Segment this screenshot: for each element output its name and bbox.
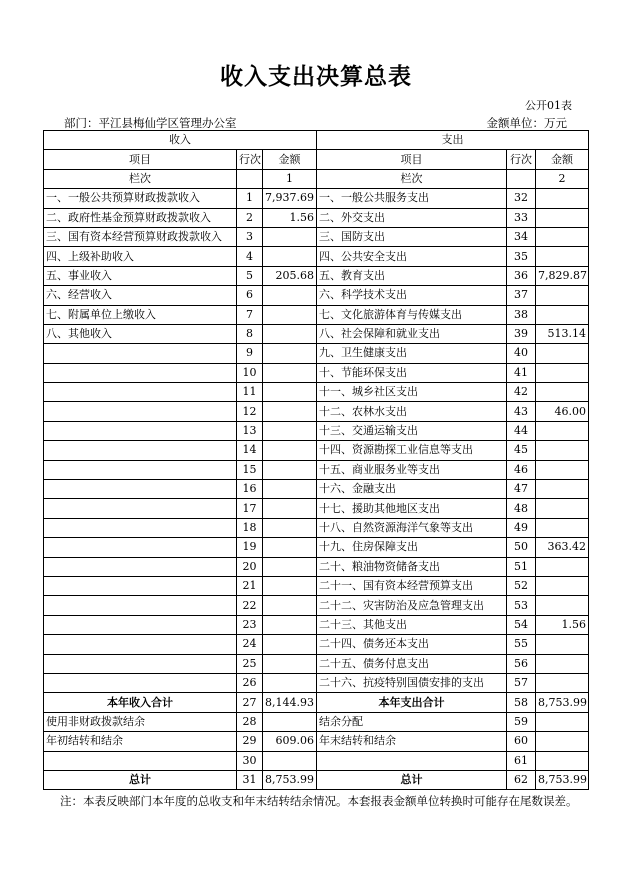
income-line-cell: 25	[237, 654, 263, 673]
income-item-cell: 七、附属单位上缴收入	[44, 305, 237, 324]
income-item-cell	[44, 383, 237, 402]
income-amount-cell	[263, 383, 317, 402]
income-line-cell: 27	[237, 693, 263, 712]
income-amount-cell	[263, 480, 317, 499]
expense-item-cell: 十二、农林水支出	[317, 402, 507, 421]
expense-line-cell: 46	[507, 460, 536, 479]
income-line-cell: 11	[237, 383, 263, 402]
income-item-header: 项目	[44, 150, 237, 169]
income-line-cell: 21	[237, 576, 263, 595]
income-line-cell: 9	[237, 344, 263, 363]
income-line-cell: 30	[237, 751, 263, 770]
expense-amount-cell	[536, 751, 589, 770]
income-amount-cell	[263, 518, 317, 537]
table-row	[44, 460, 589, 479]
income-item-cell	[44, 363, 237, 382]
income-line-cell: 5	[237, 266, 263, 285]
expense-item-cell: 十九、住房保障支出	[317, 538, 507, 557]
expense-line-cell: 58	[507, 693, 536, 712]
income-amount-cell	[263, 305, 317, 324]
table-row	[44, 712, 589, 731]
expense-line-cell: 43	[507, 402, 536, 421]
expense-line-cell: 62	[507, 770, 536, 789]
income-line-cell: 28	[237, 712, 263, 731]
table-row	[44, 654, 589, 673]
income-line-cell: 29	[237, 732, 263, 751]
expense-line-cell: 40	[507, 344, 536, 363]
income-line-cell: 15	[237, 460, 263, 479]
expense-amount-cell	[536, 576, 589, 595]
expense-item-cell: 十八、自然资源海洋气象等支出	[317, 518, 507, 537]
form-code: 公开01表	[525, 99, 572, 112]
expense-item-cell: 一、一般公共服务支出	[317, 189, 507, 208]
income-line-cell: 12	[237, 402, 263, 421]
expense-item-cell: 十四、资源勘探工业信息等支出	[317, 441, 507, 460]
income-item-cell: 五、事业收入	[44, 266, 237, 285]
table-row	[44, 208, 589, 227]
income-item-cell	[44, 654, 237, 673]
income-line-header: 行次	[237, 150, 263, 169]
income-item-cell	[44, 499, 237, 518]
income-line-cell: 2	[237, 208, 263, 227]
expense-line-header: 行次	[507, 150, 536, 169]
expense-line-cell: 54	[507, 615, 536, 634]
income-line-cell: 22	[237, 596, 263, 615]
expense-item-cell: 年末结转和结余	[317, 732, 507, 751]
amount-unit-label: 金额单位：万元	[486, 116, 567, 130]
expense-item-cell: 四、公共安全支出	[317, 247, 507, 266]
table-row	[44, 518, 589, 537]
expense-col-label: 栏次	[317, 169, 507, 188]
expense-line-cell: 61	[507, 751, 536, 770]
expense-amount-header: 金额	[536, 150, 589, 169]
income-item-cell: 本年收入合计	[44, 693, 237, 712]
income-item-cell: 三、国有资本经营预算财政拨款收入	[44, 227, 237, 246]
income-line-cell: 20	[237, 557, 263, 576]
expense-amount-cell	[536, 344, 589, 363]
expense-line-cell: 49	[507, 518, 536, 537]
income-line-cell: 23	[237, 615, 263, 634]
table-row	[44, 499, 589, 518]
income-line-cell: 6	[237, 286, 263, 305]
income-item-cell	[44, 596, 237, 615]
income-line-cell: 14	[237, 441, 263, 460]
expense-amount-cell	[536, 227, 589, 246]
expense-amount-cell	[536, 441, 589, 460]
income-line-index	[237, 169, 263, 188]
income-amount-cell	[263, 576, 317, 595]
expense-item-cell: 二十一、国有资本经营预算支出	[317, 576, 507, 595]
income-amount-cell	[263, 557, 317, 576]
expense-item-cell: 二十三、其他支出	[317, 615, 507, 634]
expense-item-cell: 十三、交通运输支出	[317, 421, 507, 440]
income-amount-cell	[263, 441, 317, 460]
expense-line-cell: 47	[507, 480, 536, 499]
income-amount-cell: 609.06	[263, 732, 317, 751]
expense-item-cell: 八、社会保障和就业支出	[317, 324, 507, 343]
expense-item-cell: 七、文化旅游体育与传媒支出	[317, 305, 507, 324]
table-row	[44, 247, 589, 266]
expense-item-cell: 十一、城乡社区支出	[317, 383, 507, 402]
income-item-cell: 一、一般公共预算财政拨款收入	[44, 189, 237, 208]
expense-line-cell: 32	[507, 189, 536, 208]
expense-amount-cell	[536, 635, 589, 654]
expense-line-cell: 55	[507, 635, 536, 654]
income-line-cell: 8	[237, 324, 263, 343]
income-line-cell: 31	[237, 770, 263, 789]
expense-line-cell: 39	[507, 324, 536, 343]
table-row	[44, 383, 589, 402]
expense-item-cell: 十七、援助其他地区支出	[317, 499, 507, 518]
income-amount-cell	[263, 615, 317, 634]
table-row	[44, 266, 589, 285]
income-amount-cell	[263, 751, 317, 770]
table-row	[44, 286, 589, 305]
table-row	[44, 344, 589, 363]
income-amount-cell	[263, 460, 317, 479]
income-amount-cell: 1.56	[263, 208, 317, 227]
expense-item-cell: 五、教育支出	[317, 266, 507, 285]
table-row	[44, 189, 589, 208]
table-row	[44, 596, 589, 615]
expense-amount-cell	[536, 596, 589, 615]
income-item-cell	[44, 615, 237, 634]
expense-line-cell: 52	[507, 576, 536, 595]
expense-line-cell: 34	[507, 227, 536, 246]
column-index-row	[44, 169, 589, 188]
income-line-cell: 19	[237, 538, 263, 557]
expense-amount-cell	[536, 499, 589, 518]
table-row	[44, 305, 589, 324]
table-row	[44, 615, 589, 634]
expense-line-cell: 56	[507, 654, 536, 673]
department-label: 部门：平江县梅仙学区管理办公室	[64, 116, 237, 130]
income-line-cell: 1	[237, 189, 263, 208]
income-item-cell	[44, 441, 237, 460]
expense-line-cell: 51	[507, 557, 536, 576]
expense-line-index	[507, 169, 536, 188]
expense-item-cell: 本年支出合计	[317, 693, 507, 712]
expense-amount-cell: 1.56	[536, 615, 589, 634]
expense-line-cell: 45	[507, 441, 536, 460]
expense-amount-cell	[536, 363, 589, 382]
expense-col-index: 2	[536, 169, 589, 188]
table-row	[44, 480, 589, 499]
expense-item-cell: 九、卫生健康支出	[317, 344, 507, 363]
expense-amount-cell	[536, 654, 589, 673]
income-amount-cell	[263, 286, 317, 305]
income-amount-cell: 205.68	[263, 266, 317, 285]
income-col-label: 栏次	[44, 169, 237, 188]
expense-item-cell: 六、科学技术支出	[317, 286, 507, 305]
income-amount-cell	[263, 227, 317, 246]
income-amount-cell	[263, 635, 317, 654]
table-row	[44, 576, 589, 595]
income-line-cell: 26	[237, 673, 263, 692]
expense-amount-cell	[536, 189, 589, 208]
expense-item-cell: 三、国防支出	[317, 227, 507, 246]
income-item-cell	[44, 751, 237, 770]
expense-item-cell: 十、节能环保支出	[317, 363, 507, 382]
column-header-row	[44, 150, 589, 169]
expense-amount-cell	[536, 305, 589, 324]
expense-amount-cell: 513.14	[536, 324, 589, 343]
income-amount-header: 金额	[263, 150, 317, 169]
table-row	[44, 363, 589, 382]
table-row	[44, 538, 589, 557]
income-line-cell: 7	[237, 305, 263, 324]
income-line-cell: 18	[237, 518, 263, 537]
income-amount-cell	[263, 421, 317, 440]
table-row	[44, 732, 589, 751]
expense-amount-cell	[536, 673, 589, 692]
expense-amount-cell	[536, 247, 589, 266]
table-row	[44, 557, 589, 576]
income-line-cell: 13	[237, 421, 263, 440]
expense-line-cell: 35	[507, 247, 536, 266]
income-amount-cell	[263, 538, 317, 557]
income-amount-cell	[263, 712, 317, 731]
expense-line-cell: 37	[507, 286, 536, 305]
income-item-cell: 总计	[44, 770, 237, 789]
income-line-cell: 10	[237, 363, 263, 382]
income-item-cell	[44, 421, 237, 440]
income-section-header: 收入	[44, 131, 317, 150]
income-amount-cell	[263, 673, 317, 692]
expense-amount-cell	[536, 286, 589, 305]
table-row	[44, 402, 589, 421]
expense-item-cell: 结余分配	[317, 712, 507, 731]
expense-item-cell: 二十五、债务付息支出	[317, 654, 507, 673]
expense-line-cell: 44	[507, 421, 536, 440]
expense-line-cell: 50	[507, 538, 536, 557]
expense-item-header: 项目	[317, 150, 507, 169]
expense-line-cell: 33	[507, 208, 536, 227]
table-row	[44, 693, 589, 712]
income-item-cell	[44, 460, 237, 479]
expense-item-cell: 二十四、债务还本支出	[317, 635, 507, 654]
expense-line-cell: 48	[507, 499, 536, 518]
income-item-cell: 六、经营收入	[44, 286, 237, 305]
expense-item-cell: 二十六、抗疫特别国债安排的支出	[317, 673, 507, 692]
income-amount-cell: 8,753.99	[263, 770, 317, 789]
income-item-cell	[44, 538, 237, 557]
expense-amount-cell	[536, 712, 589, 731]
expense-amount-cell	[536, 480, 589, 499]
expense-item-cell	[317, 751, 507, 770]
expense-line-cell: 53	[507, 596, 536, 615]
page-title: 收入支出决算总表	[220, 63, 412, 90]
expense-line-cell: 38	[507, 305, 536, 324]
expense-amount-cell: 7,829.87	[536, 266, 589, 285]
income-item-cell: 二、政府性基金预算财政拨款收入	[44, 208, 237, 227]
expense-amount-cell: 8,753.99	[536, 693, 589, 712]
income-amount-cell: 7,937.69	[263, 189, 317, 208]
income-amount-cell	[263, 654, 317, 673]
expense-amount-cell	[536, 518, 589, 537]
income-amount-cell	[263, 344, 317, 363]
income-amount-cell	[263, 596, 317, 615]
income-col-index: 1	[263, 169, 317, 188]
income-item-cell	[44, 557, 237, 576]
income-amount-cell	[263, 247, 317, 266]
expense-item-cell: 二、外交支出	[317, 208, 507, 227]
expense-amount-cell	[536, 460, 589, 479]
expense-line-cell: 42	[507, 383, 536, 402]
income-line-cell: 24	[237, 635, 263, 654]
expense-item-cell: 十六、金融支出	[317, 480, 507, 499]
expense-item-cell: 十五、商业服务业等支出	[317, 460, 507, 479]
footnote: 注：本表反映部门本年度的总收支和年末结转结余情况。本套报表金额单位转换时可能存在尾数误差。	[60, 794, 578, 808]
expense-amount-cell	[536, 421, 589, 440]
section-header-row	[44, 131, 589, 150]
expense-amount-cell: 46.00	[536, 402, 589, 421]
expense-line-cell: 57	[507, 673, 536, 692]
income-amount-cell	[263, 324, 317, 343]
expense-amount-cell	[536, 557, 589, 576]
table-row	[44, 635, 589, 654]
table-row	[44, 421, 589, 440]
table-row	[44, 770, 589, 789]
table-row	[44, 324, 589, 343]
expense-item-cell: 二十二、灾害防治及应急管理支出	[317, 596, 507, 615]
income-item-cell	[44, 518, 237, 537]
income-item-cell	[44, 480, 237, 499]
expense-line-cell: 36	[507, 266, 536, 285]
income-item-cell	[44, 673, 237, 692]
income-amount-cell	[263, 402, 317, 421]
income-amount-cell	[263, 363, 317, 382]
income-expense-table	[43, 130, 589, 790]
table-row	[44, 227, 589, 246]
expense-line-cell: 59	[507, 712, 536, 731]
table-row	[44, 441, 589, 460]
table-row	[44, 751, 589, 770]
expense-amount-cell: 8,753.99	[536, 770, 589, 789]
expense-amount-cell: 363.42	[536, 538, 589, 557]
expense-amount-cell	[536, 732, 589, 751]
expense-section-header: 支出	[317, 131, 589, 150]
income-item-cell	[44, 635, 237, 654]
income-item-cell	[44, 344, 237, 363]
expense-item-cell: 总计	[317, 770, 507, 789]
expense-amount-cell	[536, 208, 589, 227]
income-item-cell: 八、其他收入	[44, 324, 237, 343]
expense-amount-cell	[536, 383, 589, 402]
income-line-cell: 17	[237, 499, 263, 518]
income-item-cell	[44, 576, 237, 595]
income-item-cell: 四、上级补助收入	[44, 247, 237, 266]
income-line-cell: 4	[237, 247, 263, 266]
income-line-cell: 3	[237, 227, 263, 246]
income-amount-cell: 8,144.93	[263, 693, 317, 712]
income-line-cell: 16	[237, 480, 263, 499]
income-item-cell: 使用非财政拨款结余	[44, 712, 237, 731]
expense-line-cell: 60	[507, 732, 536, 751]
income-item-cell	[44, 402, 237, 421]
table-row	[44, 673, 589, 692]
expense-item-cell: 二十、粮油物资储备支出	[317, 557, 507, 576]
income-item-cell: 年初结转和结余	[44, 732, 237, 751]
income-amount-cell	[263, 499, 317, 518]
expense-line-cell: 41	[507, 363, 536, 382]
